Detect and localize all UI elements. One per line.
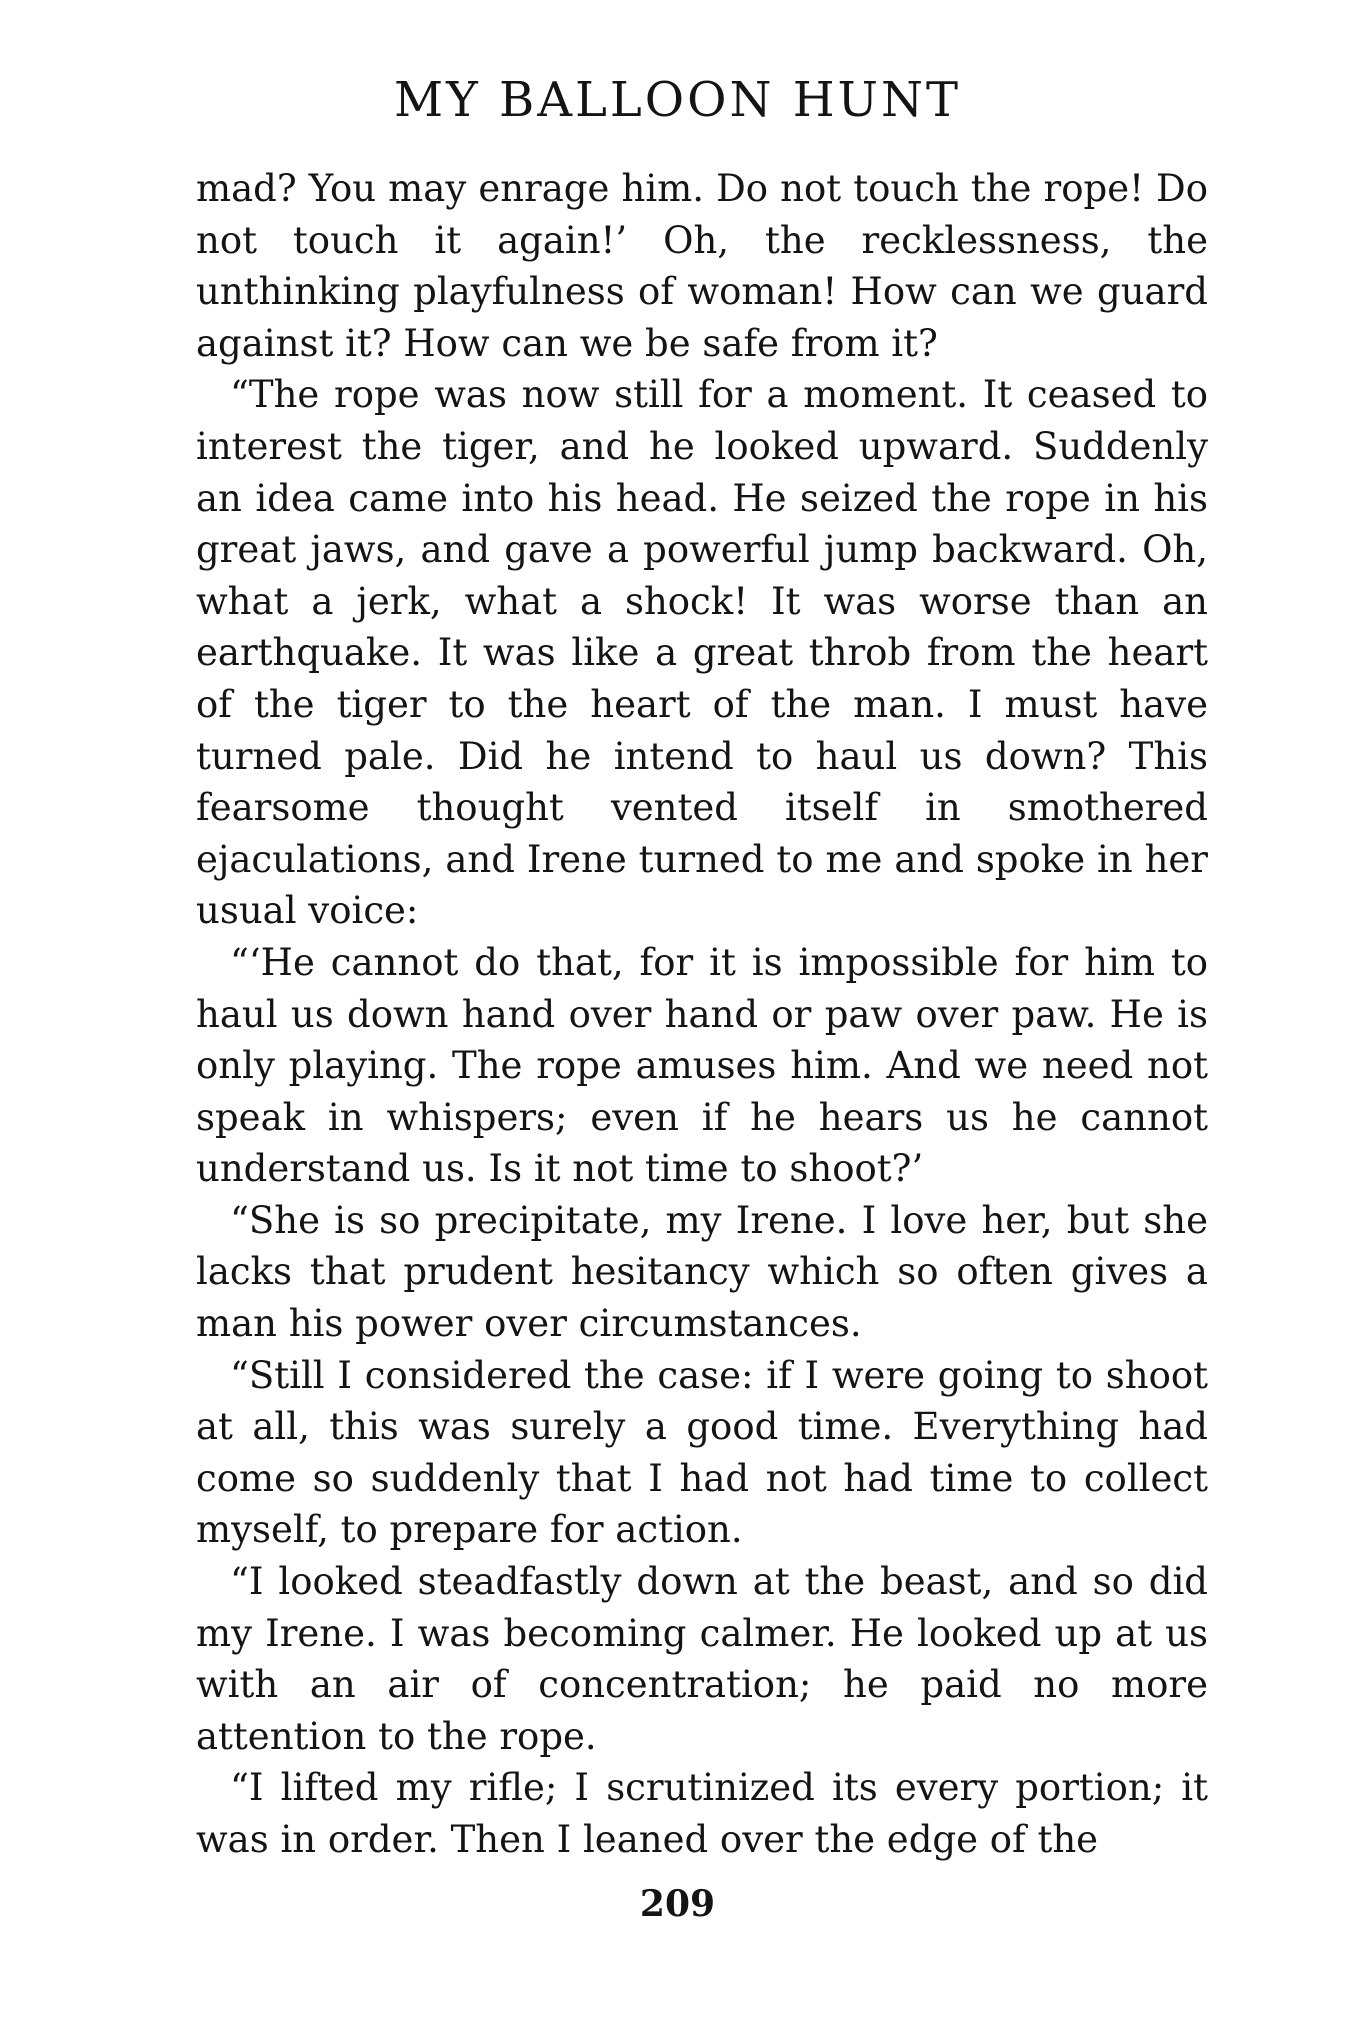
body-text <box>196 163 1208 1866</box>
paragraph-continued: mad? You may enrage him. Do not touch the rope! Do not touch it again!’ Oh, the recklessness, the unthinking playfulness of woman! How can we guard against it? How can we be safe from it? <box>196 167 1208 365</box>
paragraph: “The rope was now still for a moment. It ceased to interest the tiger, and he looked upward. Suddenly an idea came into his head. He seized the rope in his great jaws, and gave a powerful jump backward. Oh, what a jerk, what a shock! It was worse than an earthquake. It was like a great throb from the heart of the tiger to the heart of the man. I must have turned pale. Did he intend to haul us down? This fearsome thought vented itself in smothered ejaculations, and Irene turned to me and spoke in her usual voice: <box>196 373 1208 933</box>
page-number: 209 <box>639 1883 716 1925</box>
paragraph: “‘He cannot do that, for it is impossible for him to haul us down hand over hand or paw over paw. He is only playing. The rope amuses him. And we need not speak in whispers; even if he hears us he cannot understand us. Is it not time to shoot?’ <box>196 940 1208 1191</box>
paragraph: “Still I considered the case: if I were going to shoot at all, this was surely a good time. Everything had come so suddenly that I had not had time to collect myself, to prepare for action. <box>196 1353 1208 1552</box>
paragraph: “She is so precipitate, my Irene. I love her, but she lacks that prudent hesitancy which so often gives a man his power over circumstances. <box>196 1198 1208 1346</box>
paragraph: “I lifted my rifle; I scrutinized its every portion; it was in order. Then I leaned over the edge of the <box>196 1766 1208 1861</box>
paragraph: “I looked steadfastly down at the beast, and so did my Irene. I was becoming calmer. He looked up at us with an air of concentration; he paid no more attention to the rope. <box>196 1560 1208 1758</box>
running-title: MY BALLOON HUNT <box>393 72 962 128</box>
